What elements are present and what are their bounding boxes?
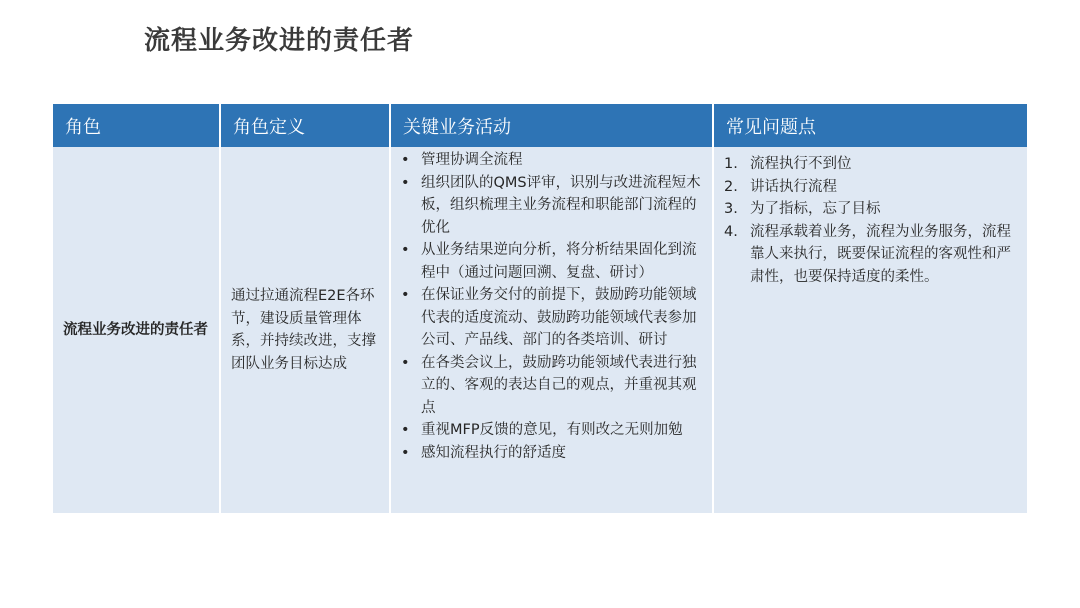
- issue-item: [724, 198, 1019, 221]
- role-cell: 流程业务改进的责任者: [53, 147, 220, 513]
- table-row: [53, 147, 1027, 513]
- table-header-row: [53, 104, 1027, 147]
- activity-item: • 组织团队的QMS评审，识别与改进流程短木板，组织梳理主业务流程和职能部门流程的优化: [397, 172, 706, 240]
- issue-text: 流程承载着业务，流程为业务服务，流程靠人来执行，既要保证流程的客观性和严肃性，也要保持适度的柔性。: [750, 223, 1011, 285]
- activity-item: • 重视MFP反馈的意见，有则改之无则加勉: [397, 419, 706, 442]
- activity-item: • 在各类会议上，鼓励跨功能领域代表进行独立的、客观的表达自己的观点，并重视其观点: [397, 352, 706, 420]
- issue-number: 3.: [724, 201, 738, 217]
- issue-text: 讲话执行流程: [750, 178, 837, 195]
- header-common-issues: 常见问题点: [713, 104, 1027, 147]
- issue-number: 2.: [724, 178, 738, 195]
- issue-item: [724, 221, 1019, 289]
- activity-item: • 在保证业务交付的前提下，鼓励跨功能领域代表的适度流动、鼓励跨功能领域代表参加公司、产品线、部门的各类培训、研讨: [397, 284, 706, 352]
- activities-list: [397, 149, 706, 464]
- activities-cell: [390, 147, 713, 513]
- page-title: 流程业务改进的责任者: [144, 26, 415, 56]
- issue-item: [724, 176, 1019, 199]
- issues-list: [724, 153, 1019, 288]
- role-definition-cell: 通过拉通流程E2E各环节，建设质量管理体系，并持续改进，支撑团队业务目标达成: [220, 147, 390, 513]
- activity-item: • 管理协调全流程: [397, 149, 706, 172]
- issue-text: 为了指标，忘了目标: [750, 201, 881, 217]
- activity-item: • 感知流程执行的舒适度: [397, 442, 706, 465]
- header-key-activities: 关键业务活动: [390, 104, 713, 147]
- activity-item: • 从业务结果逆向分析，将分析结果固化到流程中（通过问题回溯、复盘、研讨）: [397, 239, 706, 284]
- header-role-definition: 角色定义: [220, 104, 390, 147]
- issue-number: 4.: [724, 223, 738, 240]
- issue-text: 流程执行不到位: [750, 156, 852, 172]
- issues-cell: [713, 147, 1027, 513]
- header-role: 角色: [53, 104, 220, 147]
- issue-number: 1.: [724, 156, 738, 172]
- issue-item: [724, 153, 1019, 176]
- responsibility-table: [53, 104, 1027, 513]
